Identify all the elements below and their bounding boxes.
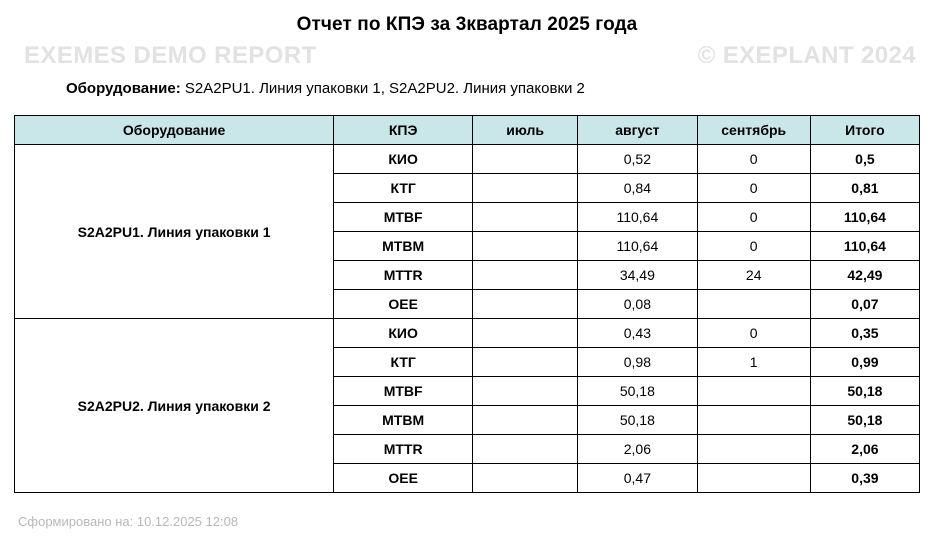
table-body [15,145,920,493]
kpi-name: OEE [334,290,473,319]
value-august: 0,47 [578,464,697,493]
value-august: 2,06 [578,435,697,464]
value-july [473,174,578,203]
value-total: 2,06 [810,435,919,464]
value-july [473,348,578,377]
value-august: 0,43 [578,319,697,348]
watermark-row [0,42,934,76]
value-july [473,232,578,261]
column-header-august: август [578,116,697,145]
value-total: 42,49 [810,261,919,290]
page-title: Отчет по КПЭ за 3квартал 2025 года [296,14,638,35]
value-july [473,435,578,464]
value-september [697,406,810,435]
value-july [473,203,578,232]
column-header-september: сентябрь [697,116,810,145]
equipment-value: S2A2PU1. Линия упаковки 1, S2A2PU2. Линия упаковки 2 [184,80,585,97]
value-september: 0 [697,319,810,348]
kpi-name: MTBF [334,203,473,232]
group-label-equipment-2: S2A2PU2. Линия упаковки 2 [15,319,334,493]
value-total: 0,39 [810,464,919,493]
value-august: 50,18 [578,406,697,435]
value-september: 0 [697,203,810,232]
watermark-left: EXEMES DEMO REPORT [24,42,317,69]
equipment-subtitle [66,80,934,97]
kpi-name: MTTR [334,261,473,290]
kpi-name: MTBM [334,232,473,261]
group-label-equipment-1: S2A2PU1. Линия упаковки 1 [15,145,334,319]
value-august: 110,64 [578,232,697,261]
kpi-name: MTTR [334,435,473,464]
value-july [473,319,578,348]
value-september: 0 [697,232,810,261]
value-august: 0,08 [578,290,697,319]
value-august: 0,98 [578,348,697,377]
kpi-table [14,115,920,493]
value-august: 50,18 [578,377,697,406]
value-july [473,290,578,319]
kpi-name: КИО [334,145,473,174]
kpi-table-wrapper [14,115,920,493]
value-total: 110,64 [810,203,919,232]
value-total: 0,07 [810,290,919,319]
value-july [473,377,578,406]
value-total: 50,18 [810,377,919,406]
table-header [15,116,920,145]
column-header-kpi: КПЭ [334,116,473,145]
value-total: 0,35 [810,319,919,348]
table-row [15,145,920,174]
column-header-july: июль [473,116,578,145]
value-september [697,435,810,464]
kpi-name: КТГ [334,174,473,203]
value-total: 50,18 [810,406,919,435]
value-august: 34,49 [578,261,697,290]
value-total: 0,5 [810,145,919,174]
value-july [473,406,578,435]
value-august: 0,84 [578,174,697,203]
value-september [697,377,810,406]
generated-timestamp: Сформировано на: 10.12.2025 12:08 [18,514,239,529]
value-september: 24 [697,261,810,290]
value-september [697,464,810,493]
table-header-row [15,116,920,145]
value-august: 110,64 [578,203,697,232]
value-total: 110,64 [810,232,919,261]
value-total: 0,99 [810,348,919,377]
watermark-right: © EXEPLANT 2024 [697,42,916,69]
column-header-equipment: Оборудование [15,116,334,145]
value-september [697,290,810,319]
value-september: 0 [697,145,810,174]
value-august: 0,52 [578,145,697,174]
kpi-name: КИО [334,319,473,348]
column-header-total: Итого [810,116,919,145]
kpi-name: MTBM [334,406,473,435]
value-july [473,261,578,290]
kpi-name: OEE [334,464,473,493]
value-september: 0 [697,174,810,203]
value-september: 1 [697,348,810,377]
equipment-label: Оборудование: [66,80,181,97]
value-total: 0,81 [810,174,919,203]
value-july [473,145,578,174]
value-july [473,464,578,493]
table-row [15,319,920,348]
kpi-name: КТГ [334,348,473,377]
kpi-name: MTBF [334,377,473,406]
